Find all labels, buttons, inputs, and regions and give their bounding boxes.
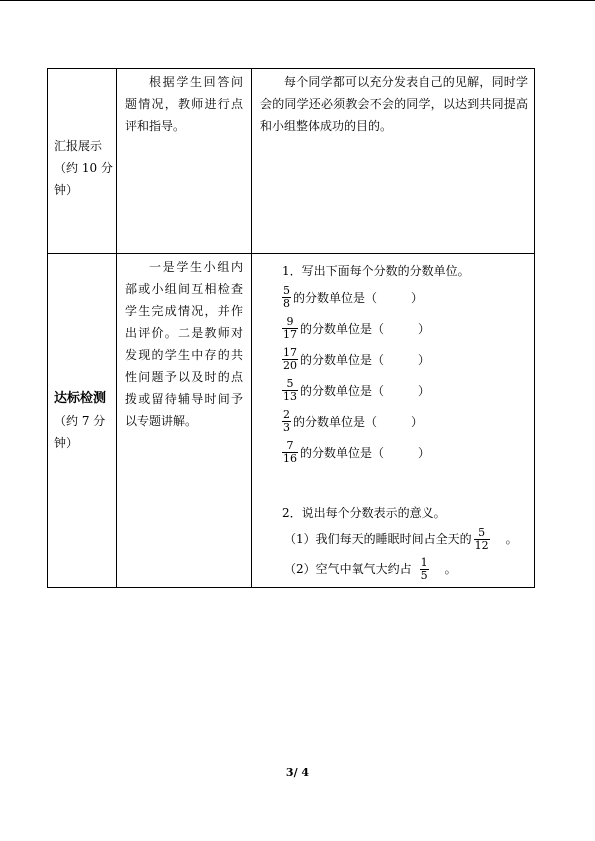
design-intent-cell	[252, 69, 535, 254]
stage-time: 钟）	[54, 436, 79, 450]
stage-cell	[48, 254, 117, 588]
fraction-question: $\frac{9}{17}$ 的分数单位是（ ）	[283, 315, 431, 341]
fraction-question: $\frac{5}{8}$ 的分数单位是（ ）	[283, 284, 424, 310]
stage-time: （约 10 分	[54, 161, 113, 175]
teacher-activity-cell	[117, 254, 252, 588]
teacher-activity-text: 一是学生小组内部或小组间互相检查学生完成情况，并作出评价。二是教师对发现的学生中存的共性问题予以及时的点拨或留待辅导时间予以专题讲解。	[125, 260, 243, 428]
exercise-2-item: （2）空气中氧气大约占 $\frac{1}{5}$ 。	[284, 555, 457, 582]
table-row	[48, 69, 535, 254]
fraction: $\frac{2}{3}$	[283, 408, 290, 434]
exercise-1-title: 1．写出下面每个分数的分数单位。	[282, 264, 470, 278]
stage-time: 钟）	[54, 183, 79, 197]
fraction-question: $\frac{5}{13}$ 的分数单位是（ ）	[283, 377, 431, 403]
exercise-2-item: （1）我们每天的睡眠时间占全天的 $\frac{5}{12}$ 。	[284, 525, 518, 552]
fraction-question: $\frac{17}{20}$ 的分数单位是（ ）	[283, 346, 431, 372]
fraction-question: $\frac{7}{16}$ 的分数单位是（ ）	[283, 439, 431, 465]
teacher-activity-cell	[117, 69, 252, 254]
fraction: $\frac{5}{12}$	[474, 525, 489, 552]
design-intent-text: 每个同学都可以充分发表自己的见解，同时学会的同学还必须教会不会的同学，以达到共同提高和小组整体成功的目的。	[260, 75, 528, 133]
exercise-cell	[252, 254, 535, 588]
fraction: $\frac{9}{17}$	[283, 315, 297, 341]
teacher-activity-text: 根据学生回答问题情况，教师进行点评和指导。	[125, 75, 243, 133]
fraction: $\frac{7}{16}$	[283, 439, 297, 465]
fraction: $\frac{5}{13}$	[283, 377, 297, 403]
exercise-2-title: 2．说出每个分数表示的意义。	[282, 506, 446, 520]
fraction: $\frac{1}{5}$	[420, 555, 428, 582]
stage-time: （约 7 分	[54, 414, 106, 428]
fraction: $\frac{5}{8}$	[283, 284, 290, 310]
stage-cell	[48, 69, 117, 254]
fraction-question: $\frac{2}{3}$ 的分数单位是（ ）	[283, 408, 424, 434]
stage-name: 达标检测	[54, 391, 107, 406]
top-rule	[0, 0, 595, 1]
lesson-plan-table	[47, 68, 535, 588]
page-number: 3/ 4	[285, 766, 310, 779]
stage-name: 汇报展示	[54, 139, 103, 153]
fraction: $\frac{17}{20}$	[283, 346, 297, 372]
table-row	[48, 254, 535, 588]
exercise-2	[282, 502, 528, 584]
